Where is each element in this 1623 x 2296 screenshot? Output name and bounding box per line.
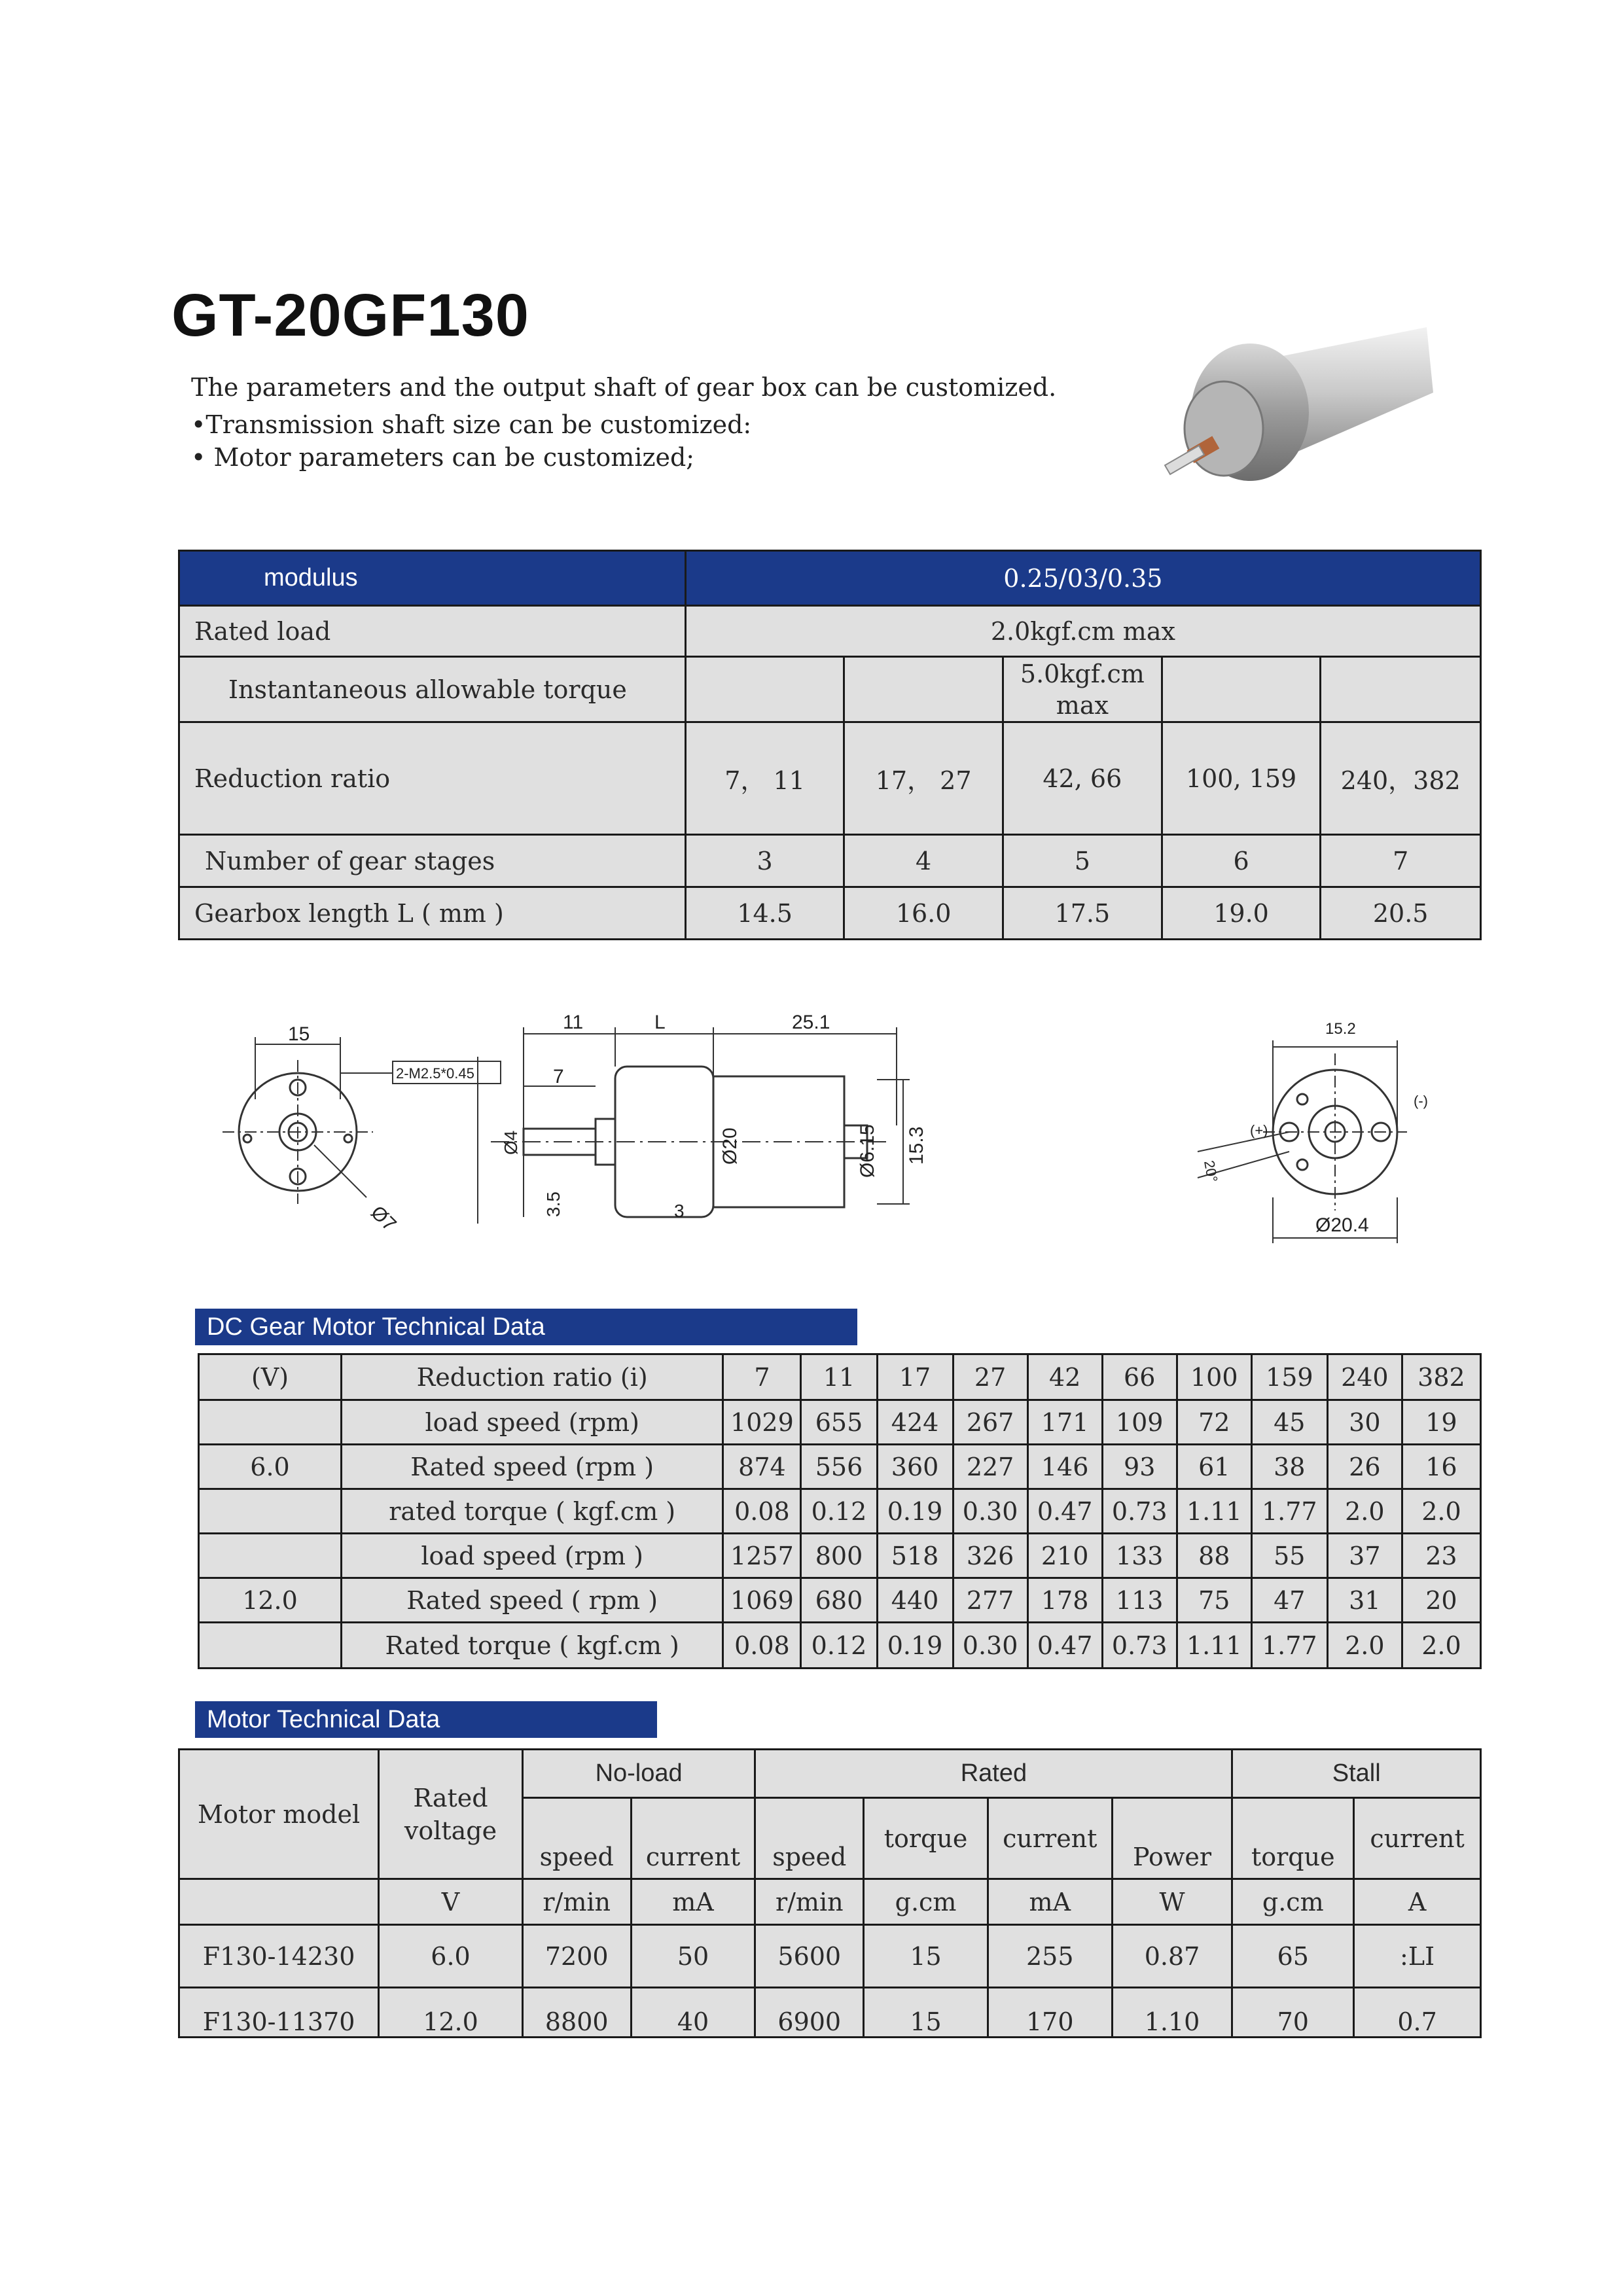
row-label: Rated speed ( rpm )	[342, 1578, 723, 1623]
unit-cell: W	[1112, 1879, 1232, 1925]
dim-angle: 20°	[1201, 1159, 1221, 1184]
value-cell: 133	[1102, 1534, 1177, 1578]
modulus-value: 0.25/03/0.35	[685, 551, 1480, 606]
value-cell: 1.11	[1177, 1489, 1251, 1534]
value-cell: 227	[953, 1445, 1027, 1489]
value-cell: 267	[953, 1400, 1027, 1445]
dim-dia20-4: Ø20.4	[1315, 1214, 1369, 1236]
value-cell: 360	[877, 1445, 953, 1489]
voltage-cell	[199, 1534, 342, 1578]
voltage-cell: 12.0	[199, 1578, 342, 1623]
value-cell: 0.47	[1027, 1623, 1102, 1669]
value-cell: 255	[988, 1925, 1112, 1988]
ratio-cell: 42, 66	[1003, 722, 1162, 835]
dim-7: 7	[553, 1066, 564, 1087]
value-cell: 556	[801, 1445, 877, 1489]
value-cell: 113	[1102, 1578, 1177, 1623]
value-cell: 109	[1102, 1400, 1177, 1445]
product-title: GT-20GF130	[171, 282, 529, 349]
value-cell: 2.0	[1402, 1623, 1480, 1669]
value-cell: 16	[1402, 1445, 1480, 1489]
unit-cell: g.cm	[1232, 1879, 1354, 1925]
value-cell: 440	[877, 1578, 953, 1623]
value-cell: 23	[1402, 1534, 1480, 1578]
value-cell: 0.19	[877, 1489, 953, 1534]
value-cell: 88	[1177, 1534, 1251, 1578]
length-cell: 20.5	[1321, 887, 1481, 940]
value-cell: 65	[1232, 1925, 1354, 1988]
dc-section-title: DC Gear Motor Technical Data	[195, 1309, 857, 1345]
value-cell: 874	[723, 1445, 801, 1489]
length-cell: 16.0	[844, 887, 1003, 940]
voltage-cell: 6.0	[199, 1445, 342, 1489]
row-label: Rated torque ( kgf.cm )	[342, 1623, 723, 1669]
unit-cell: r/min	[755, 1879, 864, 1925]
value-cell: 15	[864, 1925, 988, 1988]
row-label: load speed (rpm)	[342, 1400, 723, 1445]
value-cell: 0.08	[723, 1623, 801, 1669]
value-cell: 30	[1327, 1400, 1402, 1445]
length-cell: 17.5	[1003, 887, 1162, 940]
dimension-drawing	[216, 1001, 1446, 1250]
value-cell: 12.0	[379, 1988, 523, 2038]
table-row	[199, 1534, 1481, 1578]
stages-cell: 5	[1003, 835, 1162, 887]
unit-cell: A	[1354, 1879, 1481, 1925]
value-cell: 47	[1251, 1578, 1327, 1623]
model-cell: F130-14230	[179, 1925, 379, 1988]
value-cell: 0.19	[877, 1623, 953, 1669]
torque-cell	[844, 657, 1003, 722]
ratio-col: 100	[1177, 1354, 1251, 1400]
stages-cell: 4	[844, 835, 1003, 887]
value-cell: 680	[801, 1578, 877, 1623]
ratio-col: 17	[877, 1354, 953, 1400]
voltage-header: Rated voltage	[379, 1750, 523, 1879]
dim-dia6-15: Ø6.15	[857, 1124, 878, 1178]
value-cell: 7200	[522, 1925, 631, 1988]
ratio-cell: 7， 11	[685, 722, 844, 835]
value-cell: 6.0	[379, 1925, 523, 1988]
value-cell: 0.73	[1102, 1623, 1177, 1669]
rated-load-label: Rated load	[179, 606, 686, 657]
ratio-col: 7	[723, 1354, 801, 1400]
voltage-cell	[199, 1400, 342, 1445]
value-cell: 2.0	[1327, 1623, 1402, 1669]
value-cell: 93	[1102, 1445, 1177, 1489]
value-cell: 61	[1177, 1445, 1251, 1489]
value-cell: 800	[801, 1534, 877, 1578]
unit-cell: g.cm	[864, 1879, 988, 1925]
ratio-col: 159	[1251, 1354, 1327, 1400]
value-cell: 0.47	[1027, 1489, 1102, 1534]
ratio-col: 27	[953, 1354, 1027, 1400]
value-cell: 2.0	[1327, 1489, 1402, 1534]
value-cell: 0.7	[1354, 1988, 1481, 2038]
value-cell: 37	[1327, 1534, 1402, 1578]
table-row	[199, 1445, 1481, 1489]
intro-line-3: • Motor parameters can be customized;	[191, 443, 695, 472]
unit-cell: V	[379, 1879, 523, 1925]
value-cell: 8800	[522, 1988, 631, 2038]
value-cell: 20	[1402, 1578, 1480, 1623]
value-cell: 178	[1027, 1578, 1102, 1623]
ratio-cell: 17， 27	[844, 722, 1003, 835]
value-cell: 0.87	[1112, 1925, 1232, 1988]
rated-load-value: 2.0kgf.cm max	[685, 606, 1480, 657]
unit-cell: mA	[988, 1879, 1112, 1925]
unit-cell: mA	[631, 1879, 755, 1925]
ratio-cell: 100, 159	[1162, 722, 1321, 835]
dim-15: 15	[288, 1023, 310, 1045]
value-cell: 40	[631, 1988, 755, 2038]
gearbox-spec-table	[178, 550, 1482, 940]
dim-15-3: 15.3	[906, 1126, 927, 1165]
value-cell: 0.73	[1102, 1489, 1177, 1534]
value-cell: 1.77	[1251, 1489, 1327, 1534]
table-row	[199, 1578, 1481, 1623]
value-cell: 0.30	[953, 1489, 1027, 1534]
sub-header: speed	[755, 1798, 864, 1879]
value-cell: 75	[1177, 1578, 1251, 1623]
ratio-cell: 240，382	[1321, 722, 1481, 835]
value-cell: 1.11	[1177, 1623, 1251, 1669]
value-cell: 0.08	[723, 1489, 801, 1534]
table-row	[179, 1988, 1481, 2038]
value-cell: 518	[877, 1534, 953, 1578]
table-row	[199, 1623, 1481, 1669]
unit-cell	[179, 1879, 379, 1925]
row-label: Rated speed (rpm )	[342, 1445, 723, 1489]
value-cell: 1069	[723, 1578, 801, 1623]
dim-25-1: 25.1	[792, 1012, 830, 1033]
value-cell: :LI	[1354, 1925, 1481, 1988]
table-row	[199, 1489, 1481, 1534]
table-row	[179, 1925, 1481, 1988]
sub-header: current	[1354, 1798, 1481, 1879]
sub-header: current	[988, 1798, 1112, 1879]
value-cell: 0.12	[801, 1623, 877, 1669]
ratio-col: 11	[801, 1354, 877, 1400]
value-cell: 19	[1402, 1400, 1480, 1445]
value-cell: 15	[864, 1988, 988, 2038]
value-cell: 72	[1177, 1400, 1251, 1445]
ratio-label: Reduction ratio	[179, 722, 686, 835]
modulus-label: modulus	[179, 551, 686, 606]
value-cell: 0.30	[953, 1623, 1027, 1669]
intro-line-2: •Transmission shaft size can be customized:	[191, 410, 752, 439]
value-cell: 0.12	[801, 1489, 877, 1534]
dim-dia20: Ø20	[719, 1127, 741, 1165]
value-cell: 171	[1027, 1400, 1102, 1445]
length-cell: 19.0	[1162, 887, 1321, 940]
value-cell: 1.10	[1112, 1988, 1232, 2038]
value-cell: 655	[801, 1400, 877, 1445]
terminal-plus: (+)	[1250, 1122, 1268, 1139]
value-cell: 55	[1251, 1534, 1327, 1578]
model-header: Motor model	[179, 1750, 379, 1879]
torque-cell: 5.0kgf.cm max	[1003, 657, 1162, 722]
voltage-header: (V)	[199, 1354, 342, 1400]
dim-3-5: 3.5	[543, 1192, 563, 1217]
dim-dia7: Ø7	[366, 1201, 401, 1236]
voltage-cell	[199, 1623, 342, 1669]
voltage-cell	[199, 1489, 342, 1534]
gear-motor-photo	[1152, 314, 1433, 530]
dim-3: 3	[674, 1201, 685, 1221]
value-cell: 210	[1027, 1534, 1102, 1578]
table-row	[199, 1400, 1481, 1445]
value-cell: 1.77	[1251, 1623, 1327, 1669]
torque-cell	[685, 657, 844, 722]
intro-line-1: The parameters and the output shaft of gear box can be customized.	[191, 373, 1057, 402]
value-cell: 6900	[755, 1988, 864, 2038]
value-cell: 26	[1327, 1445, 1402, 1489]
dim-dia4: Ø4	[501, 1130, 521, 1155]
value-cell: 424	[877, 1400, 953, 1445]
rated-header: Rated	[755, 1750, 1232, 1798]
motor-technical-table	[178, 1748, 1482, 2038]
row-label: load speed (rpm )	[342, 1534, 723, 1578]
sub-header: speed	[522, 1798, 631, 1879]
sub-header: Power	[1112, 1798, 1232, 1879]
ratio-col: 66	[1102, 1354, 1177, 1400]
sub-header: torque	[1232, 1798, 1354, 1879]
torque-cell	[1162, 657, 1321, 722]
value-cell: 146	[1027, 1445, 1102, 1489]
length-label: Gearbox length L ( mm )	[179, 887, 686, 940]
model-cell: F130-11370	[179, 1988, 379, 2038]
terminal-minus: (-)	[1414, 1093, 1428, 1109]
value-cell: 170	[988, 1988, 1112, 2038]
dim-l: L	[654, 1012, 666, 1033]
ratio-col: 382	[1402, 1354, 1480, 1400]
stages-cell: 6	[1162, 835, 1321, 887]
stall-header: Stall	[1232, 1750, 1481, 1798]
value-cell: 31	[1327, 1578, 1402, 1623]
stages-cell: 7	[1321, 835, 1481, 887]
value-cell: 38	[1251, 1445, 1327, 1489]
stages-label: Number of gear stages	[179, 835, 686, 887]
value-cell: 70	[1232, 1988, 1354, 2038]
sub-header: torque	[864, 1798, 988, 1879]
ratio-col: 42	[1027, 1354, 1102, 1400]
row-label: rated torque ( kgf.cm )	[342, 1489, 723, 1534]
noload-header: No-load	[522, 1750, 755, 1798]
dim-11: 11	[563, 1012, 584, 1033]
torque-cell	[1321, 657, 1481, 722]
value-cell: 1029	[723, 1400, 801, 1445]
value-cell: 2.0	[1402, 1489, 1480, 1534]
value-cell: 50	[631, 1925, 755, 1988]
dim-15-2: 15.2	[1325, 1020, 1356, 1038]
value-cell: 277	[953, 1578, 1027, 1623]
dim-thread: 2-M2.5*0.45	[396, 1065, 474, 1082]
value-cell: 45	[1251, 1400, 1327, 1445]
value-cell: 5600	[755, 1925, 864, 1988]
value-cell: 326	[953, 1534, 1027, 1578]
value-cell: 1257	[723, 1534, 801, 1578]
ratio-col: 240	[1327, 1354, 1402, 1400]
stages-cell: 3	[685, 835, 844, 887]
ratio-header: Reduction ratio (i)	[342, 1354, 723, 1400]
torque-label: Instantaneous allowable torque	[179, 657, 686, 722]
dc-gear-motor-table	[198, 1353, 1482, 1669]
length-cell: 14.5	[685, 887, 844, 940]
motor-section-title: Motor Technical Data	[195, 1701, 657, 1738]
sub-header: current	[631, 1798, 755, 1879]
unit-cell: r/min	[522, 1879, 631, 1925]
